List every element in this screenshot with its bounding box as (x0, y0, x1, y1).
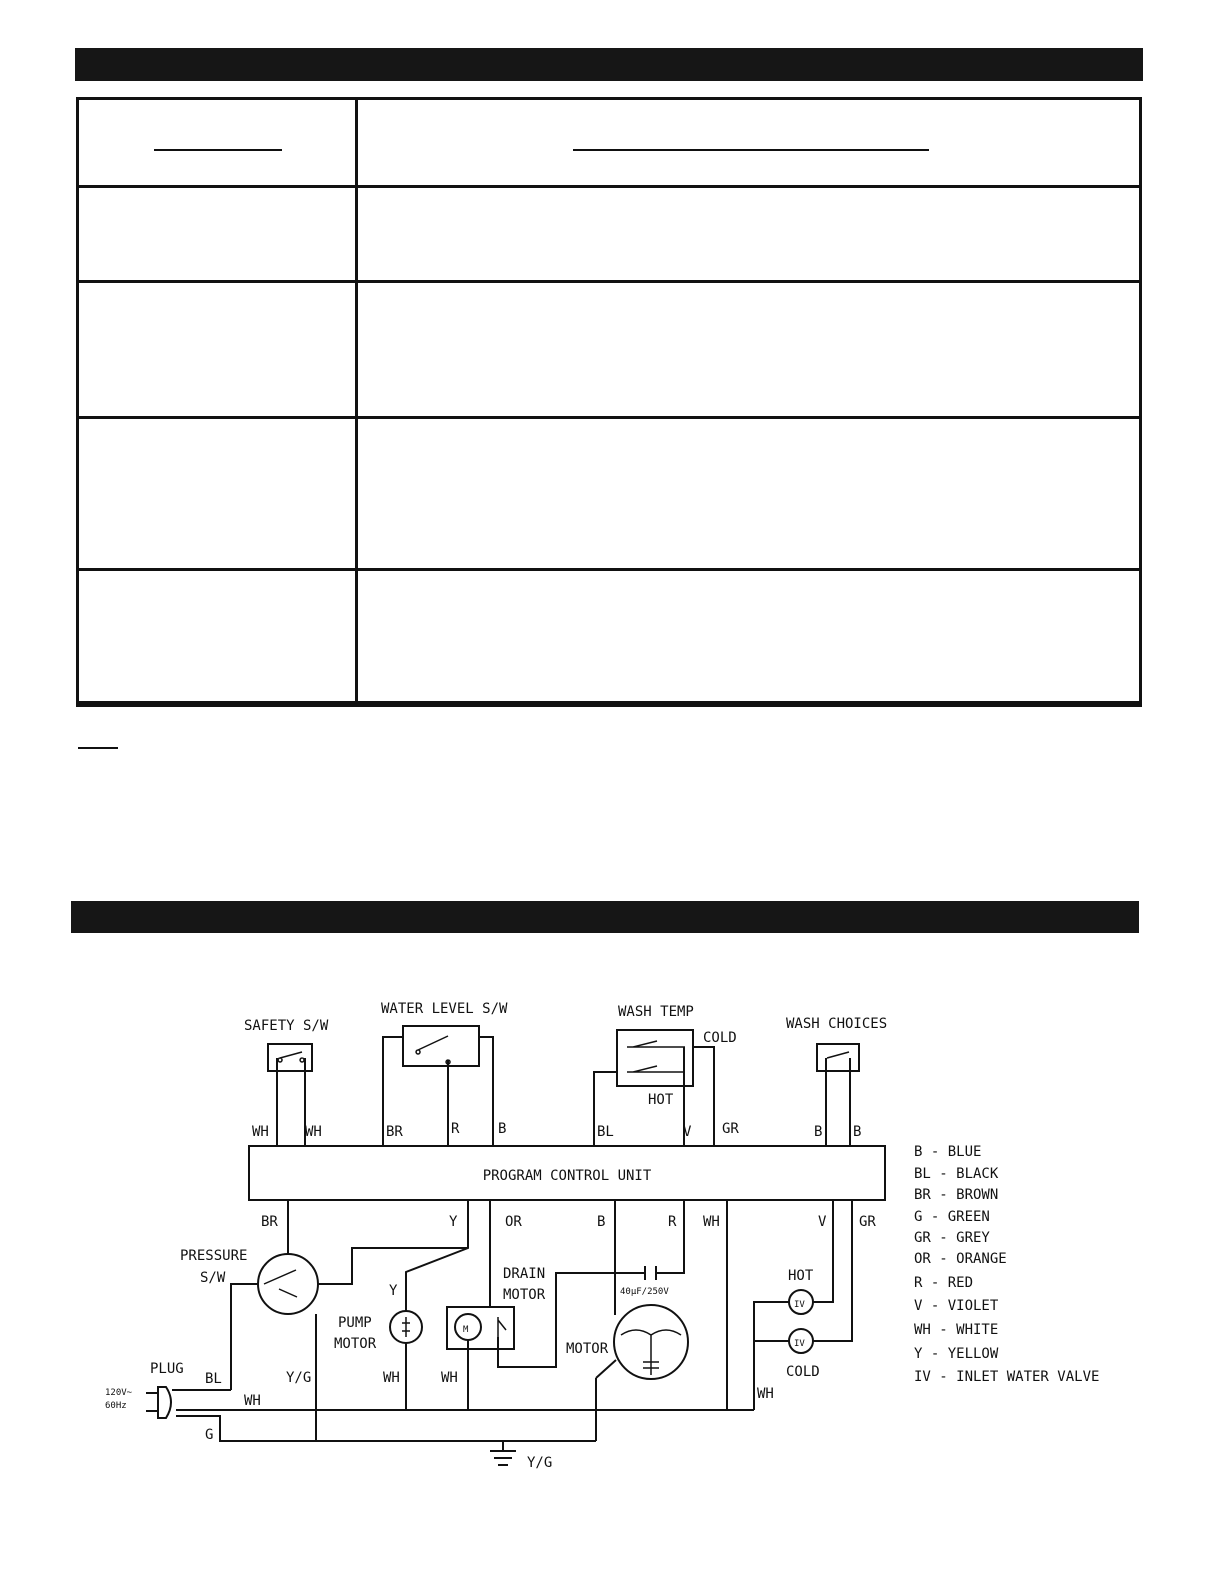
table-header-row (79, 100, 1139, 188)
plug-yg-label: Y/G (286, 1370, 312, 1386)
legend-item: R - RED (914, 1275, 974, 1291)
pump-wh-label: WH (383, 1370, 400, 1386)
cold-valve-label: COLD (786, 1364, 820, 1380)
pressure-sw-label-2: S/W (200, 1270, 226, 1286)
wire-label-br: BR (386, 1124, 403, 1140)
legend-item: B - BLUE (914, 1144, 982, 1160)
wire-label-bottom-gr: GR (859, 1214, 876, 1230)
capacitor-icon (645, 1266, 656, 1280)
motor-label: MOTOR (566, 1341, 609, 1357)
legend-item: V - VIOLET (914, 1298, 999, 1314)
wire-label-b2: B (853, 1124, 862, 1140)
wire-label-bottom-b: B (597, 1214, 606, 1230)
legend-item: BR - BROWN (914, 1187, 999, 1203)
plug-label: PLUG (150, 1361, 184, 1377)
svg-text:IV: IV (794, 1300, 805, 1310)
plug-bl-label: BL (205, 1371, 222, 1387)
wire-label-gr: GR (722, 1121, 739, 1137)
legend-item: BL - BLACK (914, 1166, 999, 1182)
pressure-sw-label-1: PRESSURE (180, 1248, 248, 1264)
wire-label-bottom-wh: WH (703, 1214, 720, 1230)
drain-wh-label: WH (441, 1370, 458, 1386)
wire-label-bottom-br: BR (261, 1214, 278, 1230)
legend-item: Y - YELLOW (914, 1346, 999, 1362)
table-row (79, 571, 1139, 704)
wash-choices-label: WASH CHOICES (786, 1016, 888, 1032)
pump-y-label: Y (389, 1283, 398, 1299)
table-row (79, 188, 1139, 283)
wire-label-wh1: WH (252, 1124, 269, 1140)
wire-label-bottom-y: Y (449, 1214, 458, 1230)
wire-label-bottom-v: V (818, 1214, 827, 1230)
wire-label-b1: B (814, 1124, 823, 1140)
cold-top-label: COLD (703, 1030, 737, 1046)
table-row (79, 419, 1139, 571)
wire-label-bl: BL (597, 1124, 614, 1140)
wash-choices-switch-icon (817, 1044, 859, 1071)
wire-label-bottom-or: OR (505, 1214, 522, 1230)
wire-label-v: V (683, 1124, 692, 1140)
hot-top-label: HOT (648, 1092, 674, 1108)
capacitor-label: 40μF/250V (620, 1287, 669, 1297)
water-level-sw-label: WATER LEVEL S/W (381, 1001, 508, 1017)
color-legend (914, 1144, 1099, 1385)
plug-g-label: G (205, 1427, 214, 1443)
drain-motor-label-2: MOTOR (503, 1287, 546, 1303)
wire-label-b: B (498, 1121, 507, 1137)
program-control-unit-label: PROGRAM CONTROL UNIT (482, 1168, 652, 1184)
water-level-switch-icon (403, 1026, 479, 1066)
wire-label-bottom-r: R (668, 1214, 677, 1230)
header-underline-right (573, 149, 929, 151)
wash-temp-label: WASH TEMP (618, 1004, 694, 1020)
note-underline (78, 747, 118, 749)
wire-label-r: R (451, 1121, 460, 1137)
right-wh-label: WH (757, 1386, 774, 1402)
wash-temp-switch-icon (617, 1030, 693, 1086)
pump-motor-label-1: PUMP (338, 1315, 372, 1331)
ground-label: Y/G (527, 1455, 553, 1471)
voltage-label-1: 120V~ (105, 1388, 133, 1398)
voltage-label-2: 60Hz (105, 1401, 127, 1411)
ground-icon (490, 1441, 516, 1465)
section-header-bar-wiring (71, 901, 1139, 933)
legend-item: GR - GREY (914, 1230, 990, 1246)
safety-sw-label: SAFETY S/W (244, 1018, 329, 1034)
section-header-bar-top (75, 48, 1143, 81)
hot-valve-label: HOT (788, 1268, 814, 1284)
wire-label-wh2: WH (305, 1124, 322, 1140)
plug-wh-label: WH (244, 1393, 261, 1409)
wiring-diagram (0, 990, 1224, 1490)
legend-item: IV - INLET WATER VALVE (914, 1369, 1100, 1385)
pressure-switch-icon (258, 1254, 318, 1314)
svg-text:M: M (463, 1325, 469, 1335)
troubleshooting-table (76, 97, 1142, 707)
legend-item: WH - WHITE (914, 1322, 999, 1338)
header-underline-left (154, 149, 282, 151)
table-row (79, 283, 1139, 419)
column-divider (355, 100, 358, 704)
legend-item: OR - ORANGE (914, 1251, 1007, 1267)
plug-icon (146, 1387, 171, 1418)
pump-motor-label-2: MOTOR (334, 1336, 377, 1352)
legend-item: G - GREEN (914, 1209, 990, 1225)
drain-motor-label-1: DRAIN (503, 1266, 546, 1282)
svg-text:IV: IV (794, 1339, 805, 1349)
